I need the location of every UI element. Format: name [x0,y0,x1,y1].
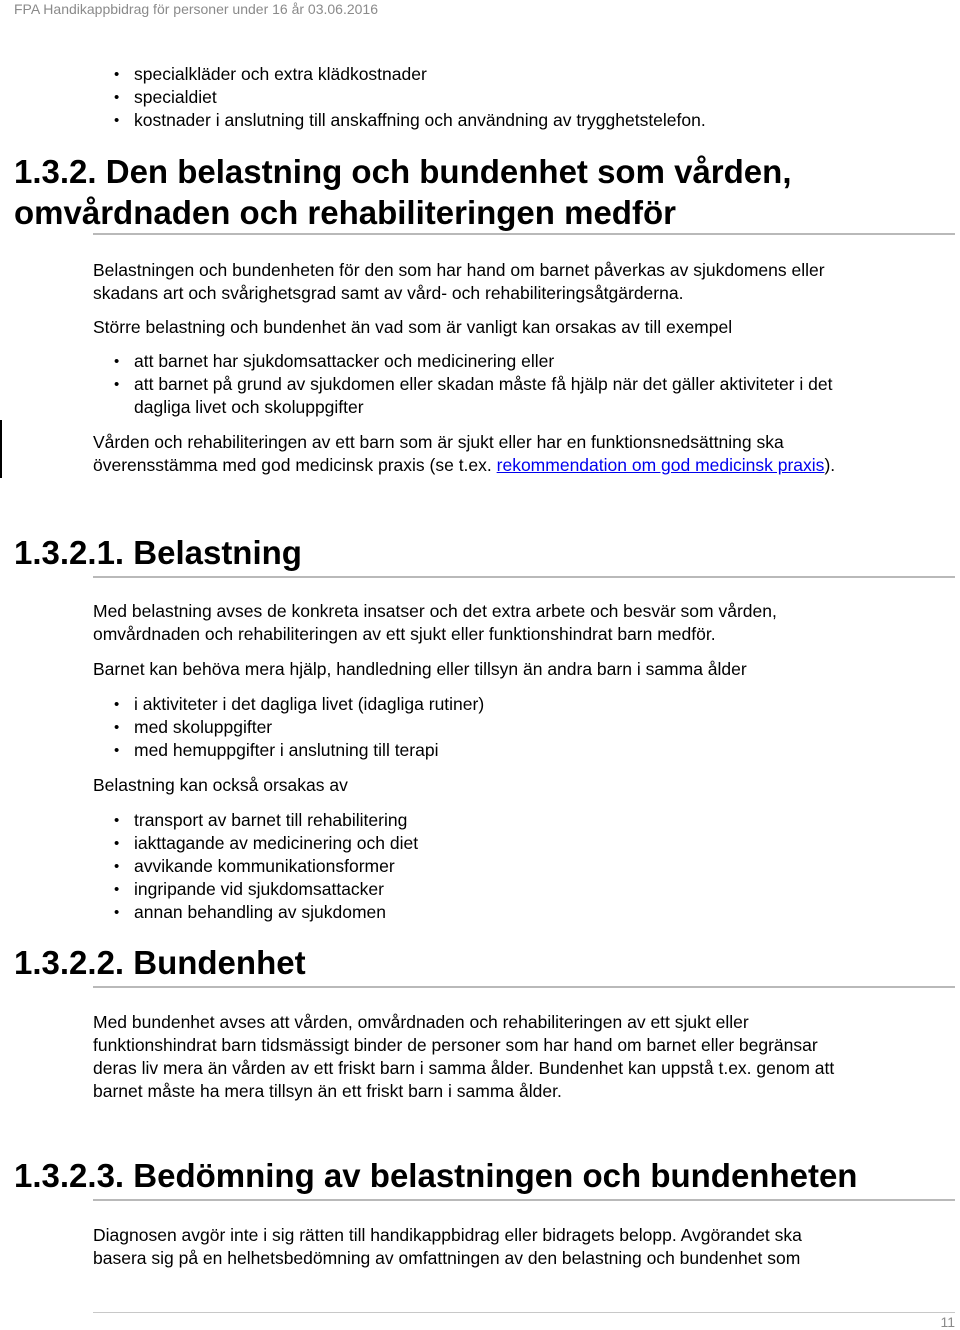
bullet-list [113,809,418,924]
top-bullet-list [113,63,706,132]
list-item: • i aktiviteter i det dagliga livet (idagliga rutiner) [113,693,484,716]
text-line: Med belastning avses de konkreta insatser och det extra arbete och besvär som vården, [93,601,777,621]
text-span: överensstämma med god medicinsk praxis (se t.ex. [93,455,497,475]
paragraph [93,1011,834,1103]
section-heading-1-3-2-3: 1.3.2.3. Bedömning av belastningen och bundenheten [14,1157,858,1194]
text-line: basera sig på en helhetsbedömning av omfattningen av den belastning och bundenhet som [93,1248,801,1268]
list-item: • med skoluppgifter [113,716,484,739]
list-item: • iakttagande av medicinering och diet [113,832,418,855]
text-line [93,454,835,477]
bullet-list [113,350,832,419]
text-span: ). [824,455,836,475]
text-line: Med bundenhet avses att vården, omvårdnaden och rehabiliteringen av ett sjukt eller [93,1012,749,1032]
text-line: barnet måste ha mera tillsyn än ett friskt barn i samma ålder. [93,1081,562,1101]
text-line: Diagnosen avgör inte i sig rätten till handikappbidrag eller bidragets belopp. Avgörandet ska [93,1225,802,1245]
section-heading-1-3-2 [14,151,791,233]
heading-line: omvårdnaden och rehabiliteringen medför [14,194,676,231]
heading-rule [93,233,955,235]
text-line: dagliga livet och skoluppgifter [134,397,364,417]
list-item: • transport av barnet till rehabilitering [113,809,418,832]
text-line: Belastningen och bundenheten för den som har hand om barnet påverkas av sjukdomens eller [93,260,825,280]
list-item: • att barnet har sjukdomsattacker och medicinering eller [113,350,832,373]
document-header: FPA Handikappbidrag för personer under 16 år 03.06.2016 [14,1,378,17]
list-item-continuation [113,396,832,419]
page-number: 11 [940,1314,955,1330]
text-line: deras liv mera än vården av ett friskt barn i samma ålder. Bundenhet kan uppstå t.ex. genom att [93,1058,835,1078]
good-practice-link[interactable]: rekommendation om god medicinsk praxis [496,455,825,475]
list-item: • annan behandling av sjukdomen [113,901,418,924]
paragraph: Belastning kan också orsakas av [93,775,348,795]
heading-rule [93,576,955,578]
bullet-list [113,693,484,762]
text-line: skadans art och svårighetsgrad samt av vård- och rehabiliteringsåtgärderna. [93,283,684,303]
list-item: • med hemuppgifter i anslutning till terapi [113,739,484,762]
paragraph [93,431,835,477]
list-item: • specialdiet [113,86,706,109]
revision-change-bar [0,420,2,478]
section-heading-1-3-2-2: 1.3.2.2. Bundenhet [14,944,306,981]
list-item: • att barnet på grund av sjukdomen eller skadan måste få hjälp när det gäller aktiviteter i det [113,373,832,396]
list-item: • kostnader i anslutning till anskaffning och användning av trygghetstelefon. [113,109,706,132]
paragraph [93,1224,802,1270]
list-item: • ingripande vid sjukdomsattacker [113,878,418,901]
list-item: • avvikande kommunikationsformer [113,855,418,878]
section-heading-1-3-2-1: 1.3.2.1. Belastning [14,534,302,571]
heading-rule [93,1199,955,1201]
footer-divider [93,1312,955,1313]
text-line: Vården och rehabiliteringen av ett barn som är sjukt eller har en funktionsnedsättning ska [93,432,784,452]
list-item: • specialkläder och extra klädkostnader [113,63,706,86]
heading-line: 1.3.2. Den belastning och bundenhet som vården, [14,153,792,190]
paragraph: Större belastning och bundenhet än vad som är vanligt kan orsakas av till exempel [93,317,733,337]
text-line: omvårdnaden och rehabiliteringen av ett sjukt eller funktionshindrat barn medför. [93,624,716,644]
paragraph [93,600,777,646]
paragraph [93,259,825,305]
text-line: funktionshindrat barn tidsmässigt binder de personer som har hand om barnet eller begränsar [93,1035,818,1055]
paragraph: Barnet kan behöva mera hjälp, handledning eller tillsyn än andra barn i samma ålder [93,659,747,679]
heading-rule [93,986,955,988]
